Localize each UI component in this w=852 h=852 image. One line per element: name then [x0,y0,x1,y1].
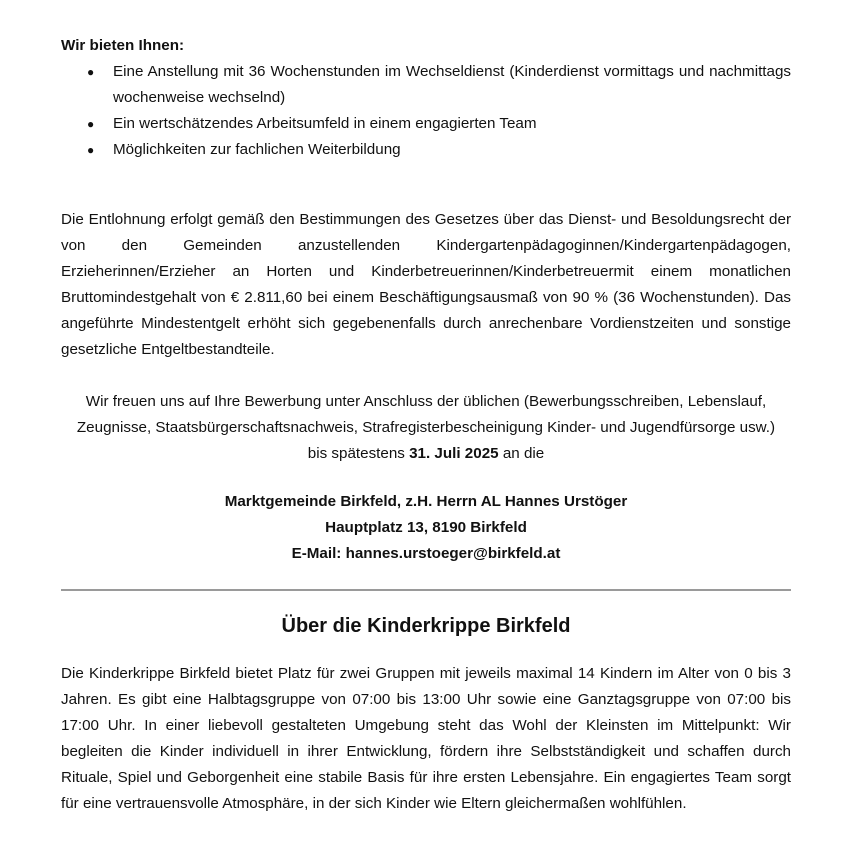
offer-item [61,111,791,137]
application-paragraph [61,389,791,467]
offer-item-text: Eine Anstellung mit 36 Wochenstunden im Wechseldienst (Kinderdienst vormittags und nachmittags wochenweise wechselnd) [113,63,791,106]
deadline-suffix: an die [498,445,545,462]
offer-heading: Wir bieten Ihnen: [61,37,185,54]
bullet-icon: ● [87,143,95,157]
contact-address: Hauptplatz 13, 8190 Birkfeld [325,519,527,536]
offer-item-text: Möglichkeiten zur fachlichen Weiterbildung [113,141,401,158]
application-line-1: Wir freuen uns auf Ihre Bewerbung unter Anschluss der üblichen (Bewerbungsschreiben, Lebenslauf, [85,393,767,410]
application-deadline [61,441,791,467]
contact-block [61,489,791,567]
offer-item [61,59,791,111]
offer-list [61,59,791,163]
offer-item-text: Ein wertschätzendes Arbeitsumfeld in einem engagierten Team [113,115,537,132]
deadline-date: 31. Juli 2025 [409,445,499,462]
bullet-icon: ● [87,117,95,131]
application-line-2: Zeugnisse, Staatsbürgerschaftsnachweis, Strafregisterbescheinigung Kinder- und Jugendfürsorge usw.) [76,419,776,436]
offer-item [61,137,791,163]
about-paragraph: Die Kinderkrippe Birkfeld bietet Platz für zwei Gruppen mit jeweils maximal 14 Kindern im Alter von 0 bis 3 Jahren. Es gibt eine Halbtagsgruppe von 07:00 bis 13:00 Uhr sowie eine Ganztagsgruppe von 07:00 bis 17:00 Uhr. In einer liebevoll gestalteten Umgebung steht das Wohl der Kleinsten im Mittelpunkt: Wir begleiten die Kinder individuell in ihrer Entwicklung, fördern ihre Selbstständigkeit und schaffen durch Rituale, Spiel und Geborgenheit eine stabile Basis für ihre ersten Lebensjahre. Ein engagiertes Team sorgt für eine vertrauensvolle Atmosphäre, in der sich Kinder wie Eltern gleichermaßen wohlfühlen. [61,665,791,812]
salary-paragraph: Die Entlohnung erfolgt gemäß den Bestimmungen des Gesetzes über das Dienst- und Besoldungsrecht der von den Gemeinden anzustellenden Kindergartenpädagoginnen/Kindergartenpädagogen, Erzieherinnen/Erzieher an Horten und Kinderbetreuerinnen/Kinderbetreuermit einem monatlichen Bruttomindestgehalt von € 2.811,60 bei einem Beschäftigungsausmaß von 90 % (36 Wochenstunden). Das angeführte Mindestentgelt erhöht sich gegebenenfalls durch anrechenbare Vordienstzeiten und sonstige gesetzliche Entgeltbestandteile. [61,211,791,358]
deadline-prefix: bis spätestens [307,445,410,462]
document-page [61,33,791,817]
contact-organization: Marktgemeinde Birkfeld, z.H. Herrn AL Hannes Urstöger [224,493,628,510]
section-divider [61,589,791,591]
bullet-icon: ● [87,65,95,79]
about-title: Über die Kinderkrippe Birkfeld [281,615,571,637]
contact-email: E-Mail: hannes.urstoeger@birkfeld.at [291,545,561,562]
